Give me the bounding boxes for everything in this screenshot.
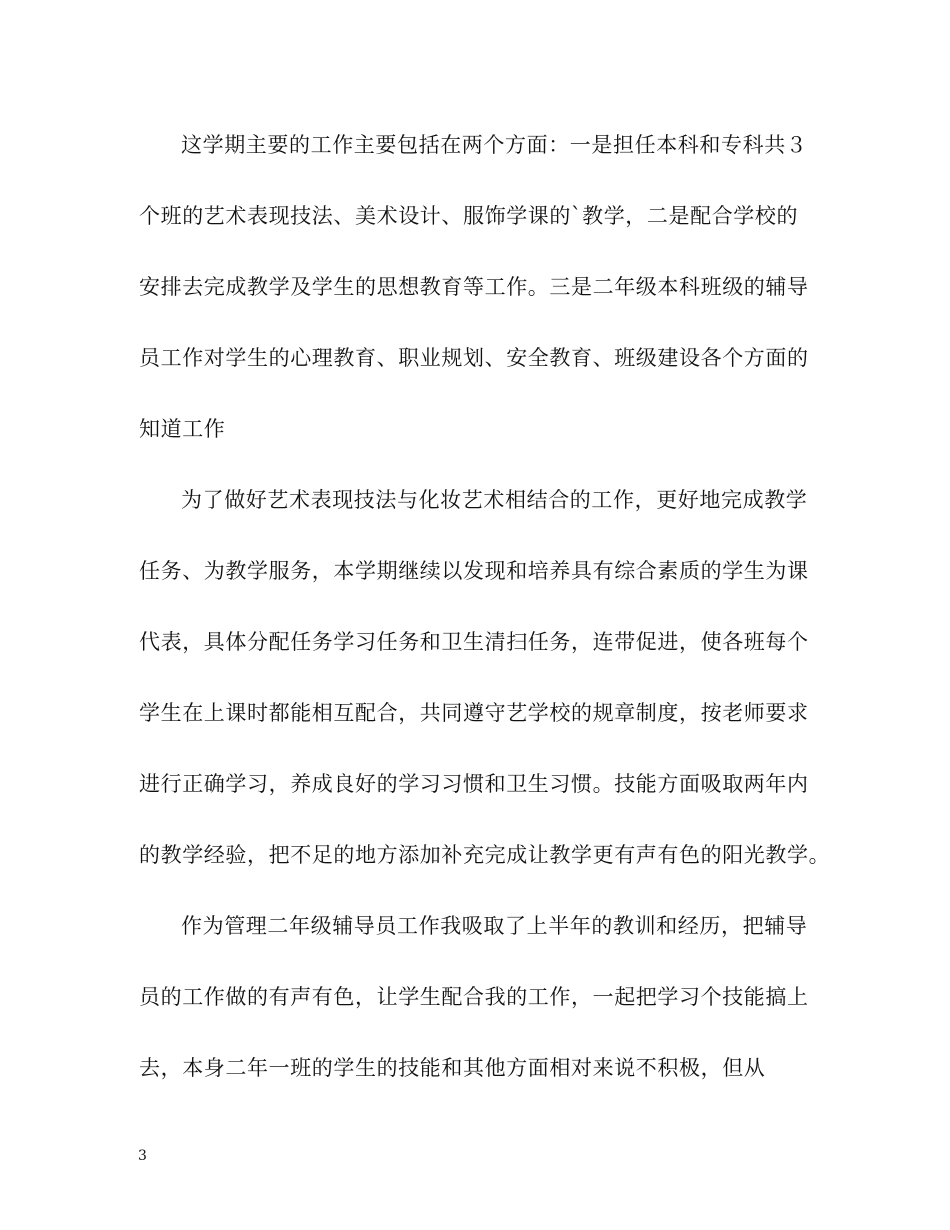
text-line: 为了做好艺术表现技法与化妆艺术相结合的工作，更好地完成教学	[181, 488, 808, 512]
text-line: 去，本身二年一班的学生的技能和其他方面相对来说不积极，但从	[139, 1056, 766, 1080]
page-number: 3	[138, 1148, 147, 1164]
text-line: 这学期主要的工作主要包括在两个方面：一是担任本科和专科共３	[181, 133, 808, 157]
text-line: 员工作对学生的心理教育、职业规划、安全教育、班级建设各个方面的	[139, 346, 809, 370]
text-line: 的教学经验，把不足的地方添加补充完成让教学更有声有色的阳光教学。	[139, 843, 831, 867]
text-line: 学生在上课时都能相互配合，共同遵守艺学校的规章制度，按老师要求	[139, 701, 809, 725]
text-line: 进行正确学习，养成良好的学习习惯和卫生习惯。技能方面吸取两年内	[139, 772, 809, 796]
text-line: 作为管理二年级辅导员工作我吸取了上半年的教训和经历，把辅导	[181, 914, 808, 938]
text-line: 安排去完成教学及学生的思想教育等工作。三是二年级本科班级的辅导	[139, 275, 809, 299]
text-line: 代表，具体分配任务学习任务和卫生清扫任务，连带促进，使各班每个	[139, 630, 809, 654]
text-line: 个班的艺术表现技法、美术设计、服饰学课的`教学，二是配合学校的	[139, 204, 799, 228]
text-line: 员的工作做的有声有色，让学生配合我的工作，一起把学习个技能搞上	[139, 985, 809, 1009]
text-line: 任务、为教学服务，本学期继续以发现和培养具有综合素质的学生为课	[139, 559, 809, 583]
text-line: 知道工作	[139, 417, 226, 441]
